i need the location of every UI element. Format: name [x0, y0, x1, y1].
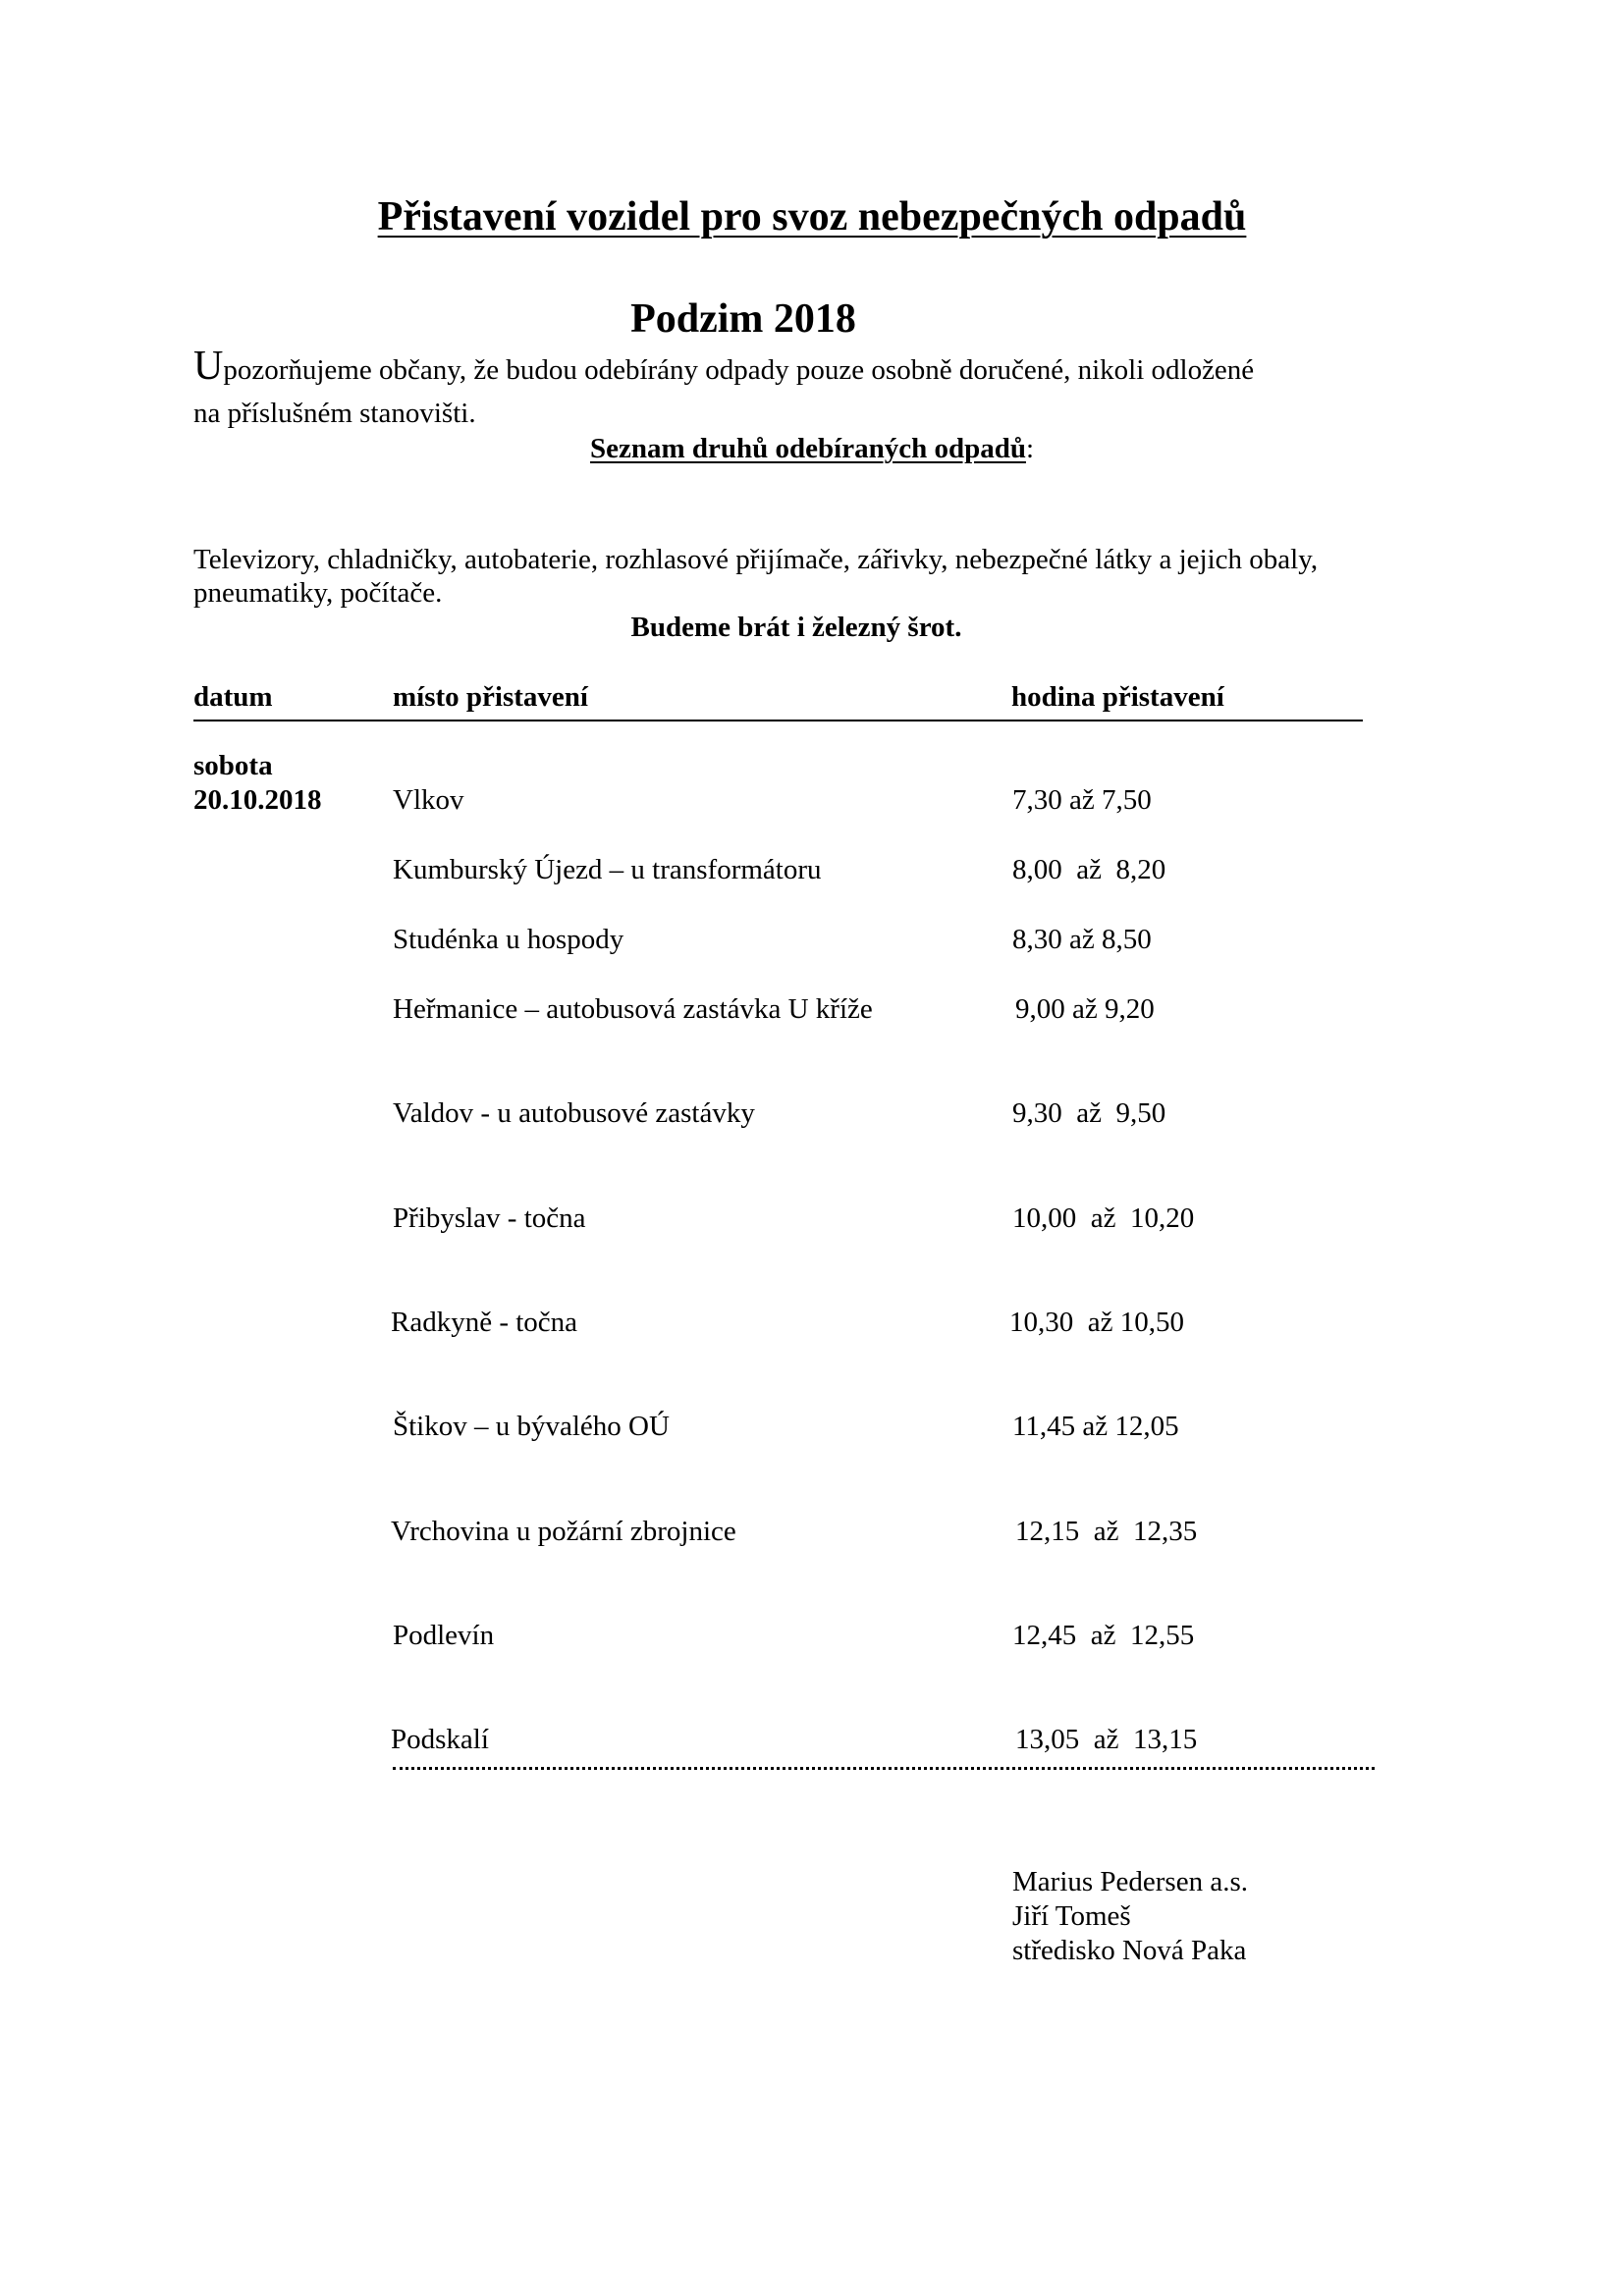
header-time: hodina přistavení: [1011, 681, 1224, 713]
signature-unit: středisko Nová Paka: [1012, 1935, 1247, 1966]
row-place: Kumburský Újezd – u transformátoru: [393, 854, 822, 885]
signature-person: Jiří Tomeš: [1012, 1900, 1131, 1932]
notice-line-1-text: pozorňujeme občany, že budou odebírány odpady pouze osobně doručené, nikoli odložené: [223, 354, 1255, 386]
row-time: 10,30 až 10,50: [1009, 1307, 1184, 1338]
waste-list-line-2: pneumatiky, počítače.: [193, 577, 443, 609]
row-place: Podskalí: [391, 1724, 489, 1755]
row-place: Vrchovina u požární zbrojnice: [391, 1516, 736, 1547]
signature-company: Marius Pedersen a.s.: [1012, 1866, 1249, 1897]
row-time: 13,05 až 13,15: [1015, 1724, 1198, 1755]
row-place: Heřmanice – autobusová zastávka U kříže: [393, 993, 873, 1025]
table-row: [0, 1723, 1624, 1758]
table-row: [0, 1619, 1624, 1654]
row-time: 12,45 až 12,55: [1012, 1620, 1195, 1651]
row-time: 8,30 až 8,50: [1012, 924, 1152, 955]
season-heading: Podzim 2018: [630, 296, 856, 342]
table-row: [0, 1515, 1624, 1550]
row-place: Valdov - u autobusové zastávky: [393, 1097, 755, 1129]
row-time: 8,00 až 8,20: [1012, 854, 1166, 885]
row-place: Radkyně - točna: [391, 1307, 578, 1338]
signature-block: [1012, 1865, 1248, 1968]
table-row: [0, 1306, 1624, 1341]
row-time: 7,30 až 7,50: [1012, 784, 1152, 816]
collection-day: sobota: [193, 750, 273, 781]
table-row: [0, 783, 1624, 819]
table-row: [0, 1201, 1624, 1237]
waste-list-heading-text: Seznam druhů odebíraných odpadů: [589, 433, 1026, 464]
table-row: [0, 923, 1624, 958]
notice-initial: U: [193, 344, 224, 389]
row-place: Štikov – u bývalého OÚ: [393, 1411, 670, 1442]
notice-line-1: [193, 346, 1254, 387]
table-row: [0, 1410, 1624, 1445]
row-place: Podlevín: [393, 1620, 495, 1651]
row-place: Vlkov: [393, 784, 464, 816]
row-place: Studénka u hospody: [393, 924, 624, 955]
waste-list-heading: [0, 432, 1624, 465]
document-title: Přistavení vozidel pro svoz nebezpečných odpadů: [377, 194, 1247, 240]
waste-list-line-1: Televizory, chladničky, autobaterie, rozhlasové přijímače, zářivky, nebezpečné látky a jejich obaly,: [193, 544, 1319, 575]
table-row: [0, 1096, 1624, 1132]
scrap-metal-note: Budeme brát i železný šrot.: [630, 612, 962, 643]
notice-line-2: na příslušném stanovišti.: [193, 398, 476, 429]
header-date: datum: [193, 681, 273, 713]
row-place: Přibyslav - točna: [393, 1202, 586, 1234]
table-header: [193, 680, 1363, 721]
waste-list-colon: :: [1025, 433, 1035, 464]
header-place: místo přistavení: [393, 681, 588, 713]
row-time: 9,00 až 9,20: [1015, 993, 1155, 1025]
row-time: 12,15 až 12,35: [1015, 1516, 1198, 1547]
table-row: [0, 853, 1624, 888]
row-time: 11,45 až 12,05: [1012, 1411, 1179, 1442]
row-time: 9,30 až 9,50: [1012, 1097, 1166, 1129]
collection-date: 20.10.2018: [193, 784, 322, 816]
row-time: 10,00 až 10,20: [1012, 1202, 1195, 1234]
table-row: [0, 992, 1624, 1028]
dotted-separator: [393, 1763, 1375, 1770]
